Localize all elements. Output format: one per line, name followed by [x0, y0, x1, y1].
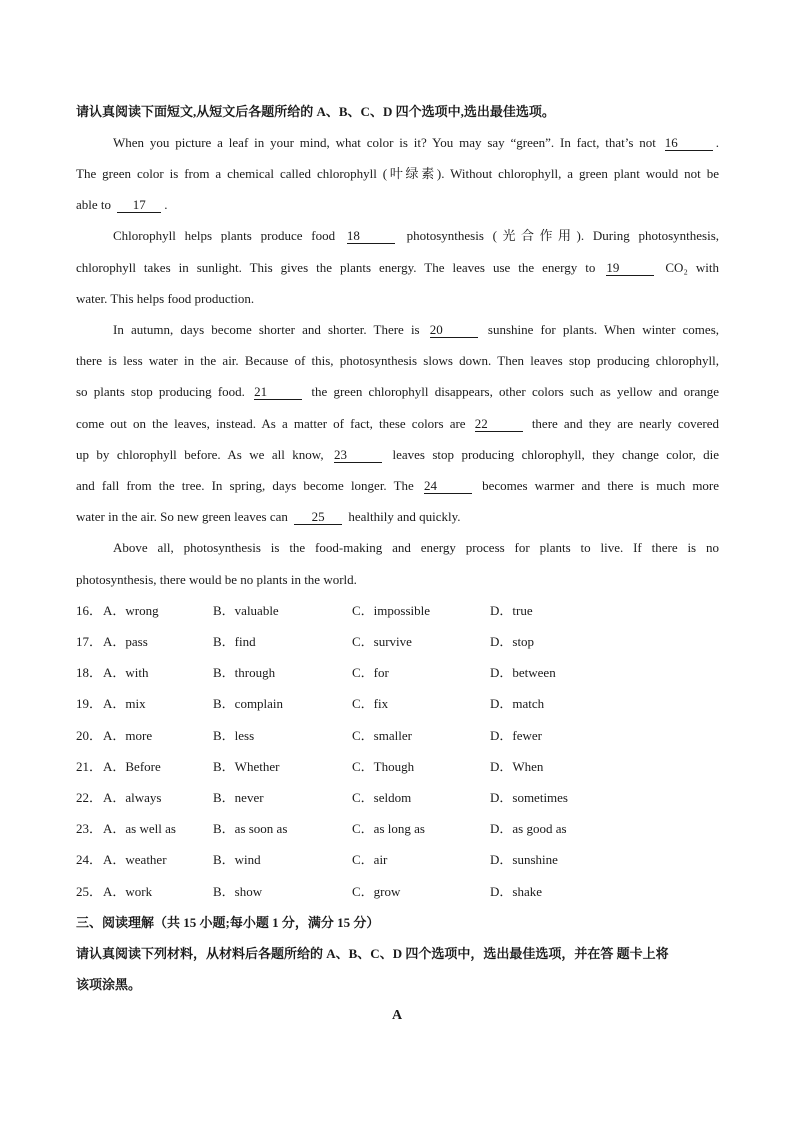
- passage-line: [76, 258, 719, 278]
- blank-25: 25: [294, 509, 342, 525]
- option-d[interactable]: D．sunshine: [490, 852, 558, 867]
- option-a[interactable]: A．Before: [103, 759, 161, 774]
- option-d[interactable]: D．match: [490, 696, 545, 711]
- passage-text: In autumn, days become shorter and shorter. There is: [113, 322, 420, 337]
- option-b[interactable]: B．complain: [213, 696, 284, 711]
- passage-line: [76, 507, 719, 527]
- passage-text: the green chlorophyll disappears, other colors such as yellow and orange: [311, 384, 719, 399]
- question-row: [76, 850, 716, 870]
- reading-instruction: 请认真阅读下列材料，从材料后各题所给的 A、B、C、D 四个选项中，选出最佳选项，并在答 题卡上将: [76, 946, 669, 961]
- question-number: 24．: [76, 852, 103, 867]
- option-b[interactable]: B．find: [213, 634, 256, 649]
- passage-text: so plants stop producing food.: [76, 384, 245, 399]
- option-b[interactable]: B．as soon as: [213, 821, 288, 836]
- option-d[interactable]: D．stop: [490, 634, 535, 649]
- option-b[interactable]: B．never: [213, 790, 264, 805]
- question-number: 17．: [76, 634, 103, 649]
- passage-line: [113, 320, 719, 340]
- question-number: 19．: [76, 696, 103, 711]
- question-row: [76, 819, 716, 839]
- passage-text: Chlorophyll helps plants produce food: [113, 228, 336, 243]
- question-row: [76, 726, 716, 746]
- passage-text: photosynthesis (光合作用). During photosynthesis,: [406, 228, 720, 243]
- option-b[interactable]: B．through: [213, 665, 276, 680]
- question-row: [76, 694, 716, 714]
- passage-line: photosynthesis, there would be no plants in the world.: [76, 572, 357, 587]
- option-c[interactable]: C．fix: [352, 696, 389, 711]
- blank-18: 18: [347, 228, 395, 244]
- passage-line: water. This helps food production.: [76, 291, 255, 306]
- question-row: [76, 788, 716, 808]
- passage-text: leaves stop producing chlorophyll, they change color, die: [392, 447, 720, 462]
- passage-line: [113, 133, 719, 153]
- question-row: [76, 663, 716, 683]
- passage-text: .: [164, 197, 168, 212]
- passage-text: becomes warmer and there is much more: [482, 478, 720, 493]
- option-b[interactable]: B．Whether: [213, 759, 280, 774]
- question-number: 18．: [76, 665, 103, 680]
- blank-20: 20: [430, 322, 478, 338]
- option-a[interactable]: A．work: [103, 884, 153, 899]
- passage-line: [76, 476, 719, 496]
- passage-line: [76, 382, 719, 402]
- option-a[interactable]: A．as well as: [103, 821, 176, 836]
- option-c[interactable]: C．as long as: [352, 821, 425, 836]
- question-number: 22．: [76, 790, 103, 805]
- blank-24: 24: [424, 478, 472, 494]
- passage-line: [76, 445, 719, 465]
- blank-19: 19: [606, 260, 654, 276]
- question-row: [76, 632, 716, 652]
- passage-text: .: [715, 135, 719, 150]
- passage-text: and fall from the tree. In spring, days become longer. The: [76, 478, 414, 493]
- passage-text: water in the air. So new green leaves can: [76, 509, 288, 524]
- option-a[interactable]: A．with: [103, 665, 149, 680]
- blank-22: 22: [475, 416, 523, 432]
- passage-text: healthily and quickly.: [348, 509, 461, 524]
- option-b[interactable]: B．valuable: [213, 603, 279, 618]
- option-d[interactable]: D．sometimes: [490, 790, 568, 805]
- question-number: 25．: [76, 884, 103, 899]
- option-c[interactable]: C．seldom: [352, 790, 412, 805]
- option-a[interactable]: A．always: [103, 790, 162, 805]
- question-number: 23．: [76, 821, 103, 836]
- passage-line: [76, 414, 719, 434]
- option-a[interactable]: A．pass: [103, 634, 148, 649]
- option-a[interactable]: A．wrong: [103, 603, 159, 618]
- option-a[interactable]: A．weather: [103, 852, 167, 867]
- option-c[interactable]: C．for: [352, 665, 389, 680]
- option-d[interactable]: D．fewer: [490, 728, 542, 743]
- option-d[interactable]: D．between: [490, 665, 556, 680]
- blank-21: 21: [254, 384, 302, 400]
- question-number: 21．: [76, 759, 103, 774]
- option-d[interactable]: D．shake: [490, 884, 542, 899]
- option-c[interactable]: C．impossible: [352, 603, 431, 618]
- question-number: 16．: [76, 603, 103, 618]
- passage-line: The green color is from a chemical called chlorophyll (叶绿素). Without chlorophyll, a green plant would not be: [76, 166, 719, 181]
- option-c[interactable]: C．survive: [352, 634, 412, 649]
- option-a[interactable]: A．more: [103, 728, 153, 743]
- blank-17: 17: [117, 197, 161, 213]
- question-row: [76, 757, 716, 777]
- passage-line: [113, 226, 719, 246]
- passage-text: sunshine for plants. When winter comes,: [487, 322, 720, 337]
- question-number: 20．: [76, 728, 103, 743]
- option-c[interactable]: C．Though: [352, 759, 415, 774]
- passage-text: come out on the leaves, instead. As a matter of fact, these colors are: [76, 416, 466, 431]
- passage-line: [76, 195, 719, 215]
- blank-16: 16: [665, 135, 713, 151]
- question-row: [76, 601, 716, 621]
- option-c[interactable]: C．air: [352, 852, 388, 867]
- passage-text: up by chlorophyll before. As we all know,: [76, 447, 324, 462]
- passage-text: there and they are nearly covered: [531, 416, 720, 431]
- passage-text: When you picture a leaf in your mind, what color is it? You may say “green”. In fact, that’s not: [113, 135, 656, 150]
- option-c[interactable]: C．smaller: [352, 728, 412, 743]
- passage-line: Above all, photosynthesis is the food-making and energy process for plants to live. If there is no: [113, 540, 719, 555]
- option-c[interactable]: C．grow: [352, 884, 401, 899]
- part-label: A: [391, 1008, 403, 1023]
- passage-text: CO₂ with: [665, 260, 720, 275]
- question-row: [76, 882, 716, 902]
- option-d[interactable]: D．true: [490, 603, 533, 618]
- passage-text: able to: [76, 197, 112, 212]
- section-heading: 三、阅读理解（共 15 小题;每小题 1 分，满分 15 分）: [76, 915, 380, 930]
- blank-23: 23: [334, 447, 382, 463]
- cloze-instruction: 请认真阅读下面短文,从短文后各题所给的 A、B、C、D 四个选项中,选出最佳选项。: [76, 104, 555, 119]
- option-a[interactable]: A．mix: [103, 696, 146, 711]
- reading-instruction: 该项涂黑。: [76, 977, 142, 992]
- option-b[interactable]: B．less: [213, 728, 255, 743]
- passage-line: there is less water in the air. Because of this, photosynthesis slows down. Then leaves stop producing chlorophyll,: [76, 353, 719, 368]
- option-b[interactable]: B．wind: [213, 852, 261, 867]
- option-d[interactable]: D．When: [490, 759, 544, 774]
- passage-text: chlorophyll takes in sunlight. This gives the plants energy. The leaves use the energy to: [76, 260, 596, 275]
- option-d[interactable]: D．as good as: [490, 821, 567, 836]
- option-b[interactable]: B．show: [213, 884, 263, 899]
